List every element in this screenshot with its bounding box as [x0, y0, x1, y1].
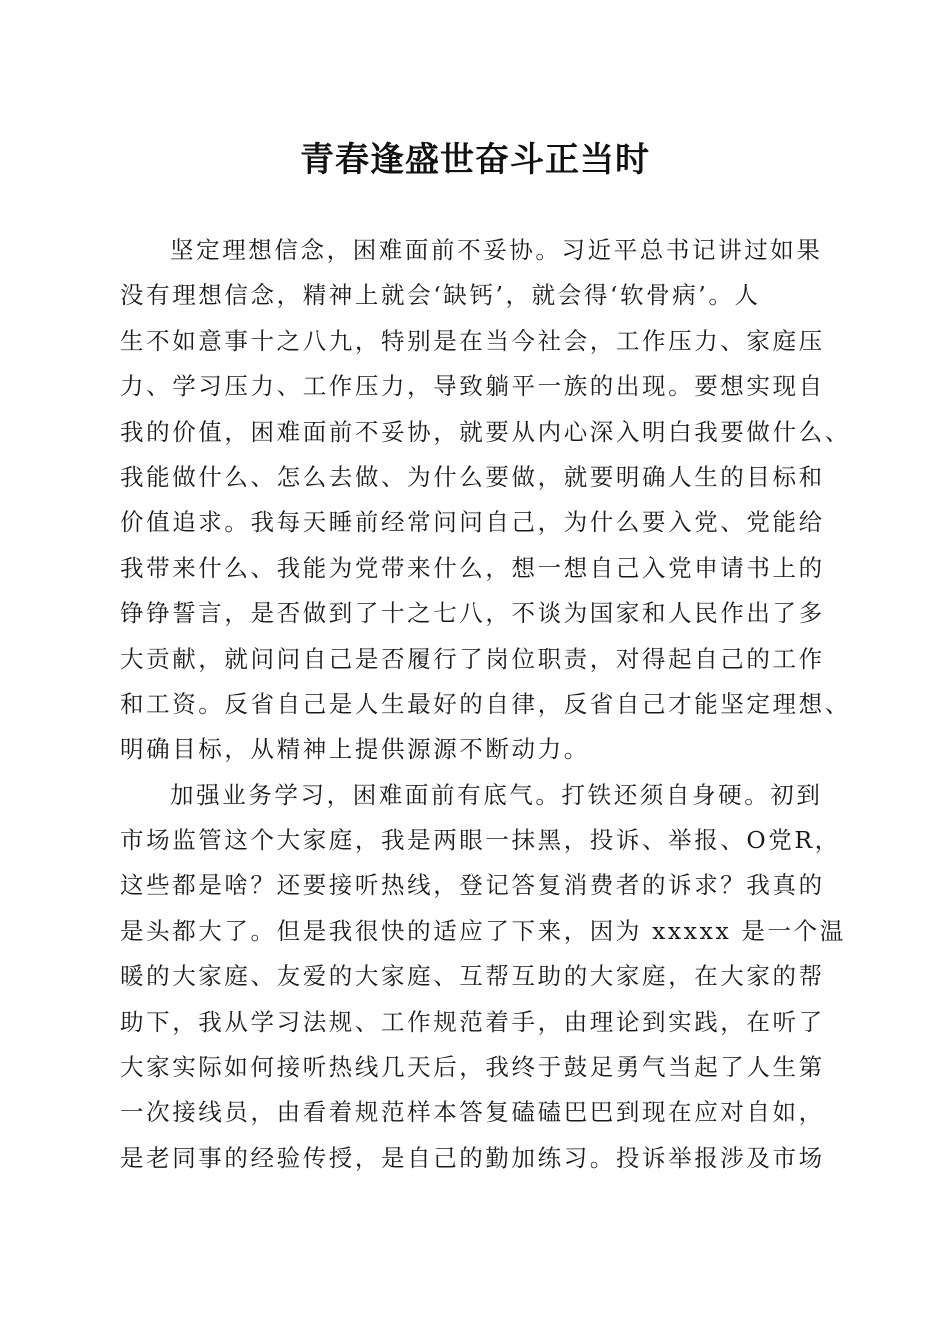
document-body: [120, 228, 851, 1181]
text-line: 大家实际如何接听热线几天后，我终于鼓足勇气当起了人生第: [120, 1053, 825, 1082]
text-line: 和工资。反省自己是人生最好的自律，反省自己才能坚定理想、: [120, 689, 851, 718]
document-title: 青春逢盛世奋斗正当时: [300, 140, 650, 180]
text-line: 加强业务学习，困难面前有底气。打铁还须自身硬。初到: [170, 780, 823, 809]
text-line: 是头都大了。但是我很快的适应了下来，因为 xxxxx 是一个温: [120, 916, 846, 945]
paragraph: [120, 228, 851, 773]
text-line: 这些都是啥？还要接听热线，登记答复消费者的诉求？我真的: [120, 871, 825, 900]
text-line: 市场监管这个大家庭，我是两眼一抹黑，投诉、举报、O党R，: [120, 826, 841, 855]
text-line: 一次接线员，由看着规范样本答复磕磕巴巴到现在应对自如，: [120, 1098, 825, 1127]
text-line: 暖的大家庭、友爱的大家庭、互帮互助的大家庭，在大家的帮: [120, 962, 825, 991]
text-line: 是老同事的经验传授，是自己的勤加练习。投诉举报涉及市场: [120, 1143, 825, 1172]
text-line: 我带来什么、我能为党带来什么，想一想自己入党申请书上的: [120, 553, 825, 582]
paragraph: [120, 773, 846, 1182]
text-line: 铮铮誓言，是否做到了十之七八，不谈为国家和人民作出了多: [120, 599, 825, 628]
text-line: 价值追求。我每天睡前经常问问自己，为什么要入党、党能给: [120, 508, 825, 537]
text-line: 力、学习压力、工作压力，导致躺平一族的出现。要想实现自: [120, 372, 825, 401]
text-line: 坚定理想信念，困难面前不妥协。习近平总书记讲过如果: [170, 236, 823, 264]
text-line: 生不如意事十之八九，特别是在当今社会，工作压力、家庭压: [120, 326, 825, 355]
text-line: 明确目标，从精神上提供源源不断动力。: [120, 735, 590, 764]
text-line: 没有理想信念，精神上就会‘缺钙’，就会得‘软骨病’。人: [120, 281, 761, 310]
text-line: 我能做什么、怎么去做、为什么要做，就要明确人生的目标和: [120, 462, 825, 491]
text-line: 我的价值，困难面前不妥协，就要从内心深入明白我要做什么、: [120, 417, 851, 446]
text-line: 助下，我从学习法规、工作规范着手，由理论到实践，在听了: [120, 1007, 825, 1036]
text-line: 大贡献，就问问自己是否履行了岗位职责，对得起自己的工作: [120, 644, 825, 673]
